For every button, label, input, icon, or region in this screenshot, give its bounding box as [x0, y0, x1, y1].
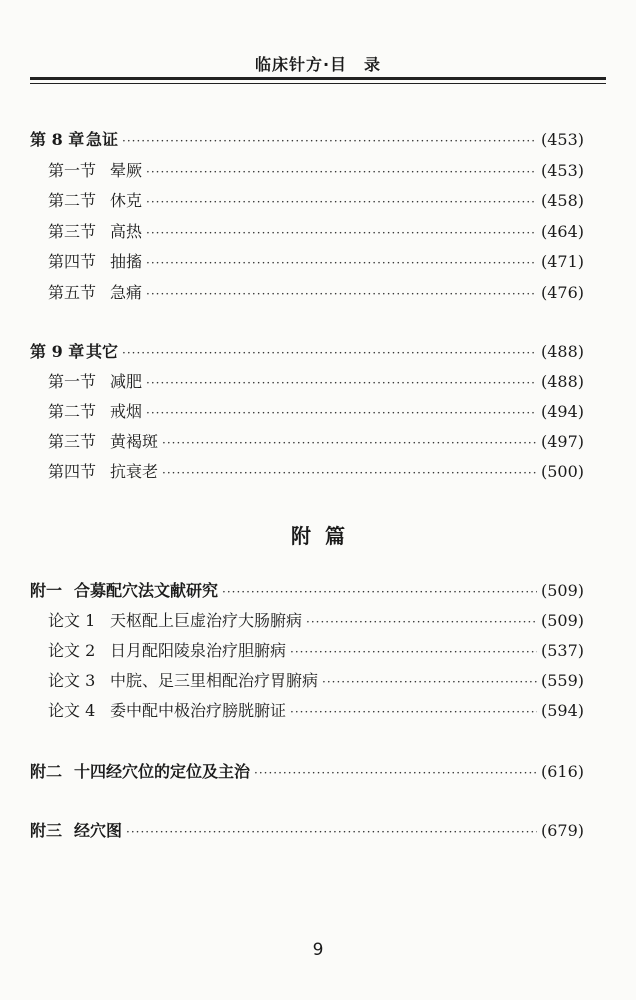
page-ref: (453) — [540, 130, 584, 149]
page-ref: (559) — [540, 671, 584, 690]
toc-entry-section[interactable] — [48, 160, 584, 183]
leader-dots — [254, 762, 537, 784]
page-ref: (497) — [540, 432, 584, 451]
page-ref: (537) — [540, 641, 584, 660]
leader-dots — [146, 252, 537, 274]
toc-entry-section[interactable] — [48, 251, 584, 274]
section-title: 减肥 — [110, 372, 143, 391]
appendix-number: 附三 — [30, 821, 63, 840]
paper-number: 论文 2 — [48, 641, 96, 660]
toc-entry-paper[interactable] — [48, 610, 584, 633]
header-rule-thin — [30, 83, 606, 84]
chapter-number: 第 9 章 — [30, 342, 85, 361]
leader-dots — [146, 372, 537, 394]
section-title: 急痛 — [110, 283, 143, 302]
page-ref: (494) — [540, 402, 584, 421]
section-title: 抗衰老 — [110, 462, 159, 481]
section-title: 抽搐 — [110, 252, 143, 271]
appendix-title: 合募配穴法文献研究 — [74, 581, 219, 600]
header-rule-thick — [30, 77, 606, 80]
leader-dots — [162, 462, 537, 484]
section-number: 第三节 — [48, 222, 97, 241]
section-number: 第五节 — [48, 283, 97, 302]
leader-dots — [222, 581, 537, 603]
leader-dots — [290, 641, 537, 663]
section-title: 晕厥 — [110, 161, 143, 180]
paper-title: 天枢配上巨虚治疗大肠腑病 — [110, 611, 303, 630]
leader-dots — [322, 671, 537, 693]
paper-number: 论文 1 — [48, 611, 96, 630]
chapter-number: 第 8 章 — [30, 130, 85, 149]
toc-entry-section[interactable] — [48, 431, 584, 454]
toc-entry-paper[interactable] — [48, 640, 584, 663]
appendix-number: 附二 — [30, 762, 63, 781]
section-title: 高热 — [110, 222, 143, 241]
page-ref: (509) — [540, 581, 584, 600]
page-ref: (594) — [540, 701, 584, 720]
section-number: 第四节 — [48, 462, 97, 481]
section-title: 休克 — [110, 191, 143, 210]
section-number: 第二节 — [48, 191, 97, 210]
appendix-heading: 附篇 — [291, 524, 359, 548]
leader-dots — [146, 283, 537, 305]
toc-entry-chapter-9[interactable] — [30, 341, 584, 364]
leader-dots — [122, 342, 537, 364]
section-number: 第一节 — [48, 372, 97, 391]
page-ref: (458) — [540, 191, 584, 210]
toc-entry-appendix-1[interactable] — [30, 580, 584, 603]
leader-dots — [290, 701, 537, 723]
toc-entry-section[interactable] — [48, 282, 584, 305]
section-number: 第四节 — [48, 252, 97, 271]
toc-entry-section[interactable] — [48, 371, 584, 394]
appendix-number: 附一 — [30, 581, 63, 600]
leader-dots — [146, 222, 537, 244]
leader-dots — [126, 821, 537, 843]
page-ref: (464) — [540, 222, 584, 241]
toc-entry-paper[interactable] — [48, 700, 584, 723]
toc-entry-appendix-3[interactable] — [30, 820, 584, 843]
section-title: 黄褐斑 — [110, 432, 159, 451]
page-ref: (471) — [540, 252, 584, 271]
toc-entry-section[interactable] — [48, 461, 584, 484]
leader-dots — [146, 191, 537, 213]
page-number: 9 — [312, 940, 324, 960]
toc-entry-chapter-8[interactable] — [30, 129, 584, 152]
toc-entry-section[interactable] — [48, 221, 584, 244]
page-ref: (476) — [540, 283, 584, 302]
paper-number: 论文 4 — [48, 701, 96, 720]
page-ref: (616) — [540, 762, 584, 781]
page-ref: (453) — [540, 161, 584, 180]
header-title: 临床针方·目 录 — [254, 55, 382, 74]
page-ref: (488) — [540, 342, 584, 361]
page-ref: (500) — [540, 462, 584, 481]
toc-entry-paper[interactable] — [48, 670, 584, 693]
paper-number: 论文 3 — [48, 671, 96, 690]
paper-title: 日月配阳陵泉治疗胆腑病 — [110, 641, 287, 660]
appendix-title: 十四经穴位的定位及主治 — [74, 762, 251, 781]
leader-dots — [146, 402, 537, 424]
section-number: 第三节 — [48, 432, 97, 451]
leader-dots — [162, 432, 537, 454]
paper-title: 委中配中极治疗膀胱腑证 — [110, 701, 287, 720]
toc-entry-appendix-2[interactable] — [30, 761, 584, 784]
leader-dots — [306, 611, 537, 633]
section-number: 第一节 — [48, 161, 97, 180]
page-ref: (509) — [540, 611, 584, 630]
chapter-title: 其它 — [86, 342, 119, 361]
section-title: 戒烟 — [110, 402, 143, 421]
leader-dots — [122, 130, 537, 152]
page-ref: (488) — [540, 372, 584, 391]
page-ref: (679) — [540, 821, 584, 840]
appendix-title: 经穴图 — [74, 821, 123, 840]
paper-title: 中脘、足三里相配治疗胃腑病 — [110, 671, 319, 690]
chapter-title: 急证 — [86, 130, 119, 149]
toc-entry-section[interactable] — [48, 190, 584, 213]
toc-entry-section[interactable] — [48, 401, 584, 424]
leader-dots — [146, 161, 537, 183]
section-number: 第二节 — [48, 402, 97, 421]
